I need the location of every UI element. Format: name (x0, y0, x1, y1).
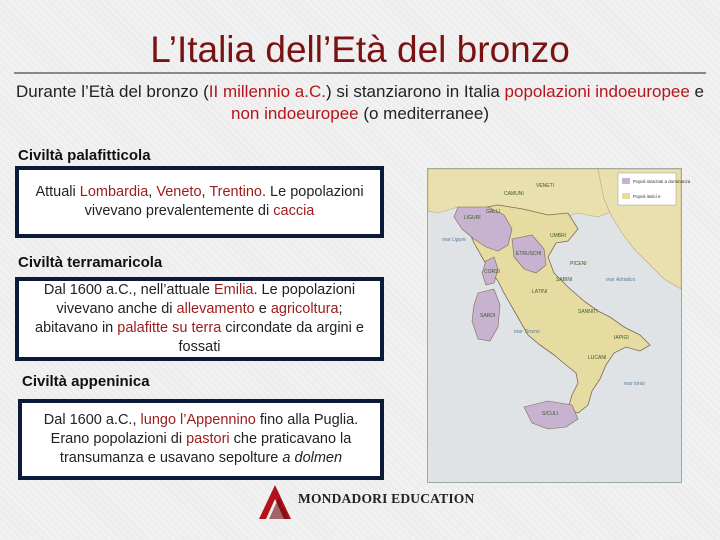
map-label: PICENI (570, 261, 587, 267)
map-legend-entry-2: Popoli italici e (633, 194, 661, 199)
map-label: mar Tirreno (514, 329, 540, 335)
publisher-name: MONDADORI EDUCATION (298, 491, 475, 506)
map-label: SANNITI (578, 309, 598, 315)
title-divider (14, 72, 706, 74)
map-label: mar Adriatico (606, 277, 636, 283)
map-label: UMBRI (550, 233, 567, 239)
map-label: LIGURI (464, 215, 481, 221)
section-text-terramaricola: Dal 1600 a.C., nell’attuale Emilia. Le popolazioni vivevano anche di allevamento e agricoltura; abitavano in palafitte su terra circondate da argini e fossati (35, 282, 364, 355)
map-label: LUCANI (588, 355, 607, 361)
map-label: mar Ionio (624, 381, 645, 387)
map-label: SARDI (480, 313, 496, 319)
intro-highlight-indo: popolazioni indoeuropee (504, 82, 690, 101)
intro-text: Durante l’Età del bronzo (II millennio a.C.) si stanziarono in Italia popolazioni indoeuropee e non indoeuropee (o mediterranee) (16, 82, 704, 123)
section-box-terramaricola (15, 277, 384, 361)
section-box-appeninica (18, 399, 384, 480)
section-label-appeninica: Civiltà appeninica (22, 373, 150, 390)
map-label: IAPIGI (614, 335, 629, 341)
map-label: VENETI (536, 183, 555, 189)
section-text-palafitticola: Attuali Lombardia, Veneto, Trentino. Le popolazioni vivevano prevalentemente di caccia (35, 184, 364, 219)
map-label: CAMUNI (504, 191, 524, 197)
map-legend-entry-1: Popoli stanziati a dominanza (633, 179, 691, 184)
map-label: SABINI (556, 277, 573, 283)
section-label-terramaricola: Civiltà terramaricola (18, 254, 163, 271)
map-label: ETRUSCHI (516, 251, 542, 257)
italy-bronze-age-map (427, 168, 691, 483)
intro-highlight-nonindo: non indoeuropee (230, 104, 359, 123)
intro-highlight-millennium: II millennio a.C. (208, 82, 326, 101)
map-label: mar Ligure (442, 237, 466, 243)
slide-title: L’Italia dell’Età del bronzo (150, 29, 570, 70)
map-graphic (428, 169, 691, 482)
section-label-palafitticola: Civiltà palafitticola (18, 147, 151, 164)
section-box-palafitticola (15, 166, 384, 238)
map-label: CORSI (484, 269, 500, 275)
section-text-appeninica: Dal 1600 a.C., lungo l’Appennino fino alla Puglia. Erano popolazioni di pastori che praticavano la transumanza e usavano sepolture a dolmen (43, 412, 359, 466)
map-label: SICULI (542, 411, 559, 417)
map-label: GALLI (486, 209, 501, 215)
map-label: LATINI (532, 289, 548, 295)
